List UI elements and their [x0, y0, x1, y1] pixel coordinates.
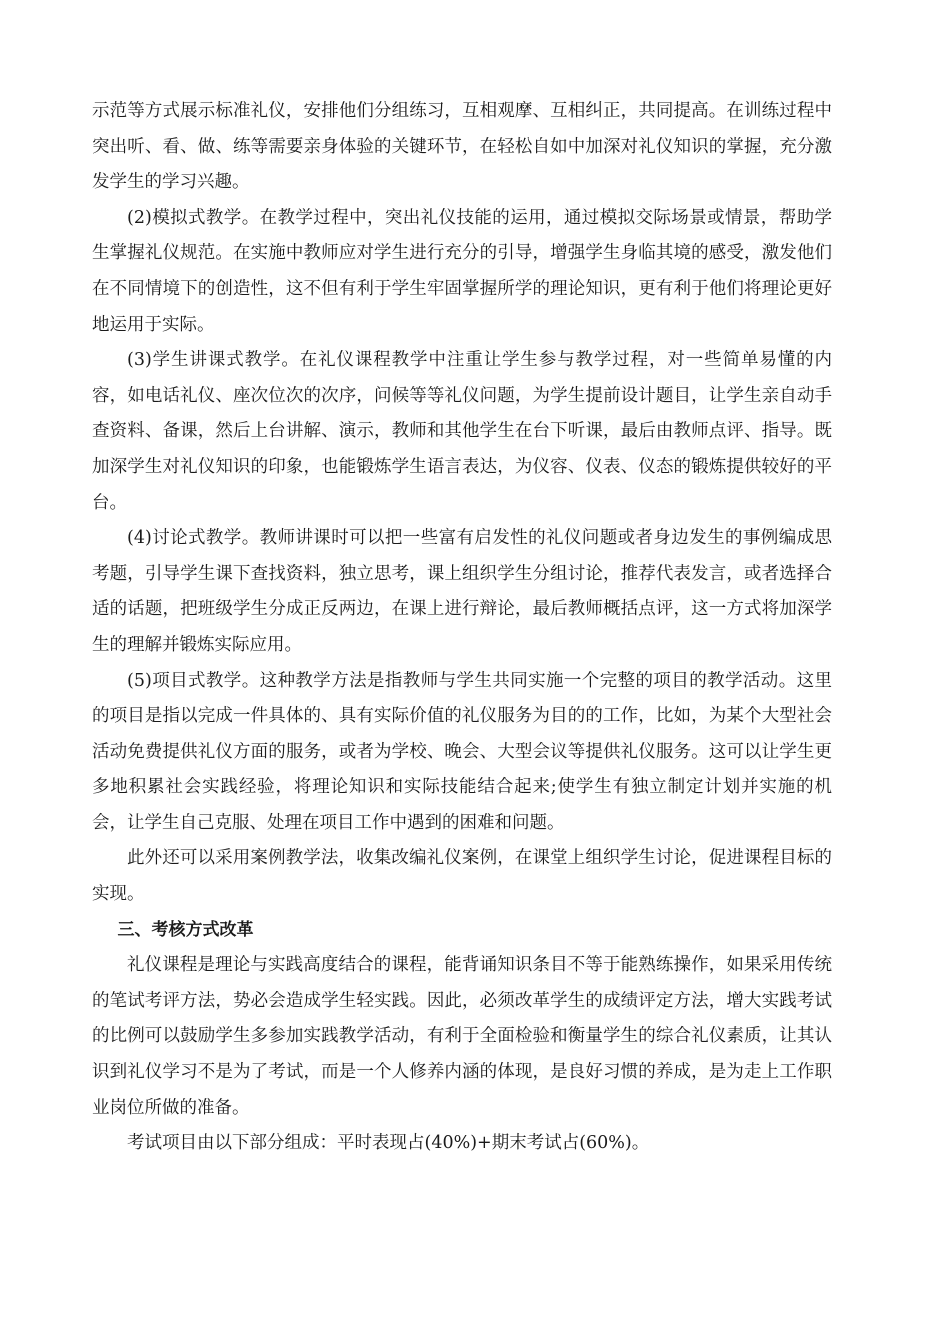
paragraph-case-teaching: 此外还可以采用案例教学法，收集改编礼仪案例，在课堂上组织学生讨论，促进课程目标的实现。 [92, 848, 832, 905]
document-body [92, 94, 832, 1162]
paragraph-exam-composition: 考试项目由以下部分组成：平时表现占(40%)+期末考试占(60%)。 [127, 1133, 650, 1154]
section-heading: 三、考核方式改革 [117, 919, 254, 940]
paragraph-project-teaching: (5)项目式教学。这种教学方法是指教师与学生共同实施一个完整的项目的教学活动。这里的项目是指以完成一件具体的、具有实际价值的礼仪服务为目的的工作，比如，为某个大型社会活动免费提供礼仪方面的服务，或者为学校、晚会、大型会议等提供礼仪服务。这可以让学生更多地积累社会实践经验，将理论知识和实际技能结合起来;使学生有独立制定计划并实施的机会，让学生自己克服、处理在项目工作中遇到的困难和问题。 [92, 670, 832, 833]
paragraph-assessment-reform: 礼仪课程是理论与实践高度结合的课程，能背诵知识条目不等于能熟练操作，如果采用传统的笔试考评方法，势必会造成学生轻实践。因此，必须改革学生的成绩评定方法，增大实践考试的比例可以鼓励学生多参加实践教学活动，有利于全面检验和衡量学生的综合礼仪素质，让其认识到礼仪学习不是为了考试，而是一个人修养内涵的体现，是良好习惯的养成，是为走上工作职业岗位所做的准备。 [92, 955, 832, 1118]
paragraph-discussion-teaching: (4)讨论式教学。教师讲课时可以把一些富有启发性的礼仪问题或者身边发生的事例编成思考题，引导学生课下查找资料，独立思考，课上组织学生分组讨论，推荐代表发言，或者选择合适的话题，把班级学生分成正反两边，在课上进行辩论，最后教师概括点评，这一方式将加深学生的理解并锻炼实际应用。 [92, 528, 832, 655]
paragraph-intro-continuation: 示范等方式展示标准礼仪，安排他们分组练习，互相观摩、互相纠正，共同提高。在训练过程中突出听、看、做、练等需要亲身体验的关键环节，在轻松自如中加深对礼仪知识的掌握，充分激发学生的学习兴趣。 [92, 101, 832, 193]
paragraph-student-lecture-teaching: (3)学生讲课式教学。在礼仪课程教学中注重让学生参与教学过程，对一些简单易懂的内容，如电话礼仪、座次位次的次序，问候等等礼仪问题，为学生提前设计题目，让学生亲自动手查资料、备课，然后上台讲解、演示，教师和其他学生在台下听课，最后由教师点评、指导。既加深学生对礼仪知识的印象，也能锻炼学生语言表达，为仪容、仪表、仪态的锻炼提供较好的平台。 [92, 350, 832, 513]
paragraph-simulation-teaching: (2)模拟式教学。在教学过程中，突出礼仪技能的运用，通过模拟交际场景或情景，帮助学生掌握礼仪规范。在实施中教师应对学生进行充分的引导，增强学生身临其境的感受，激发他们在不同情境下的创造性，这不但有利于学生牢固掌握所学的理论知识，更有利于他们将理论更好地运用于实际。 [92, 207, 832, 335]
